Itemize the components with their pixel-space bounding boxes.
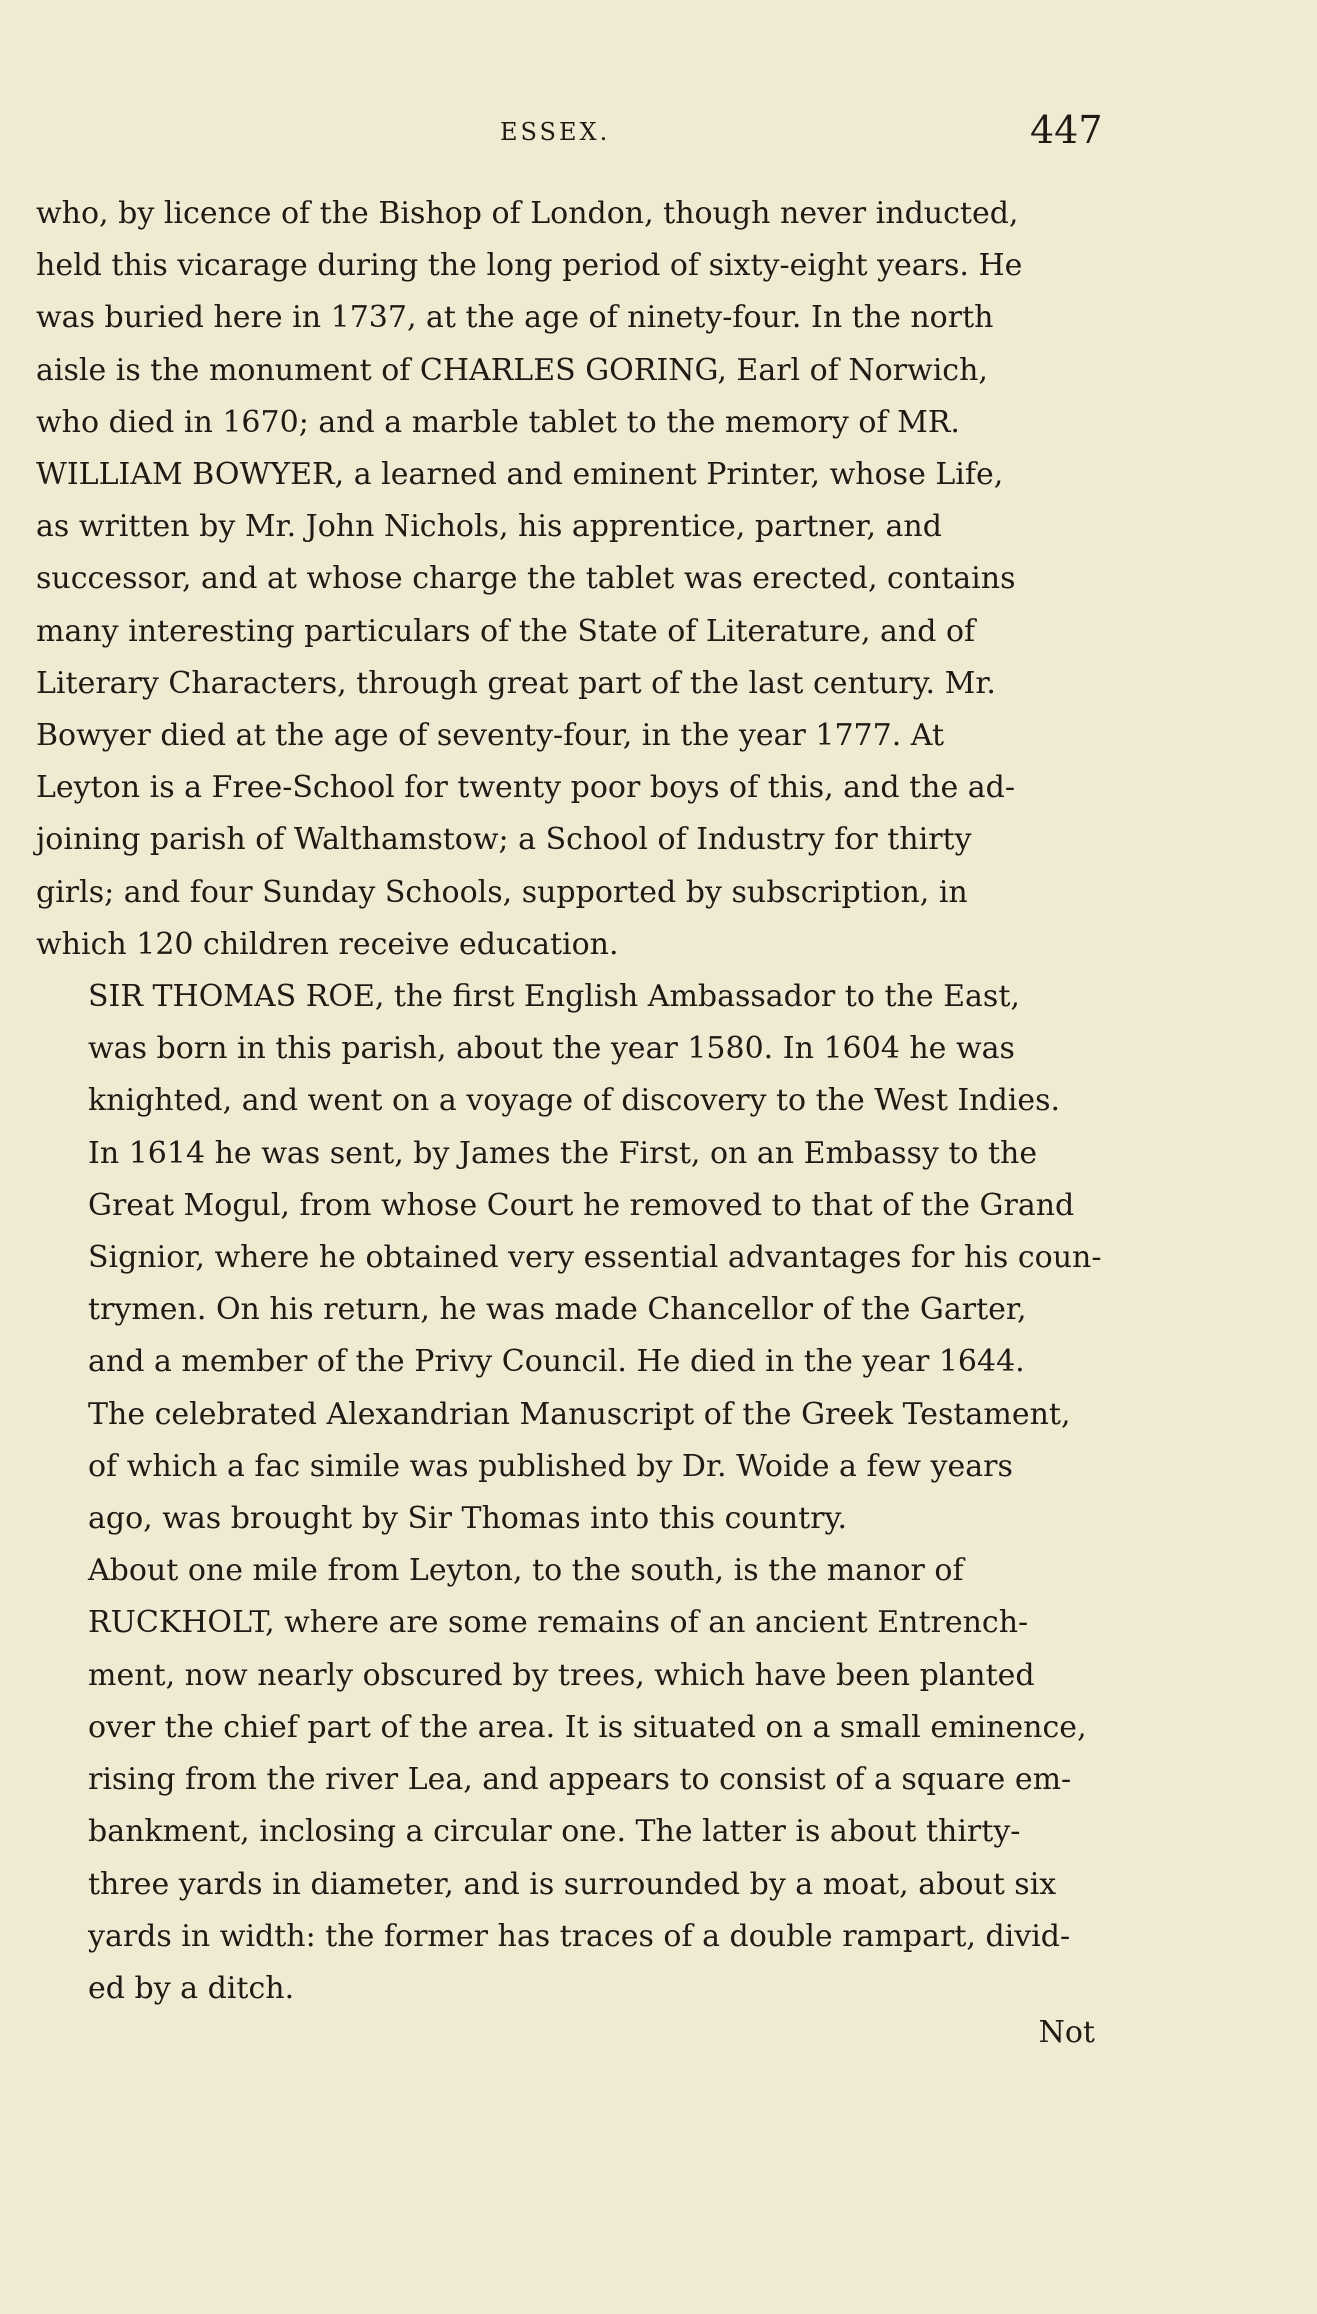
text-line: RUCKHOLT, where are some remains of an ancient Entrench- [88, 1605, 1029, 1641]
text-line: About one mile from Leyton, to the south, is the manor of [88, 1553, 964, 1589]
text-line: WILLIAM BOWYER, a learned and eminent Printer, whose Life, [36, 457, 1004, 493]
paragraph-ruckholt [36, 1545, 1096, 2015]
text-line: SIR THOMAS ROE, the first English Ambassador to the East, [88, 979, 1020, 1015]
text-line: rising from the river Lea, and appears to consist of a square em- [88, 1762, 1072, 1798]
text-line: Signior, where he obtained very essential advantages for his coun- [88, 1240, 1102, 1276]
page-header [0, 108, 1317, 158]
text-line: Literary Characters, through great part of the last century. Mr. [36, 665, 996, 701]
text-line: girls; and four Sunday Schools, supported by subscription, in [36, 874, 968, 910]
text-line: yards in width: the former has traces of a double rampart, divid- [88, 1918, 1071, 1954]
text-line: Great Mogul, from whose Court he removed to that of the Grand [88, 1187, 1075, 1223]
text-line: knighted, and went on a voyage of discovery to the West Indies. [88, 1083, 1061, 1119]
paragraph-bowyer [36, 188, 1096, 971]
text-line: successor, and at whose charge the tablet was erected, contains [36, 561, 1016, 597]
text-line: and a member of the Privy Council. He died in the year 1644. [88, 1344, 1025, 1380]
text-line: aisle is the monument of CHARLES GORING, Earl of Norwich, [36, 352, 988, 388]
text-line: of which a fac simile was published by Dr. Woide a few years [88, 1448, 1013, 1484]
paragraph-roe [36, 971, 1102, 1545]
catchword: Not [1038, 2015, 1095, 2050]
text-line: Leyton is a Free-School for twenty poor boys of this, and the ad- [36, 770, 1015, 806]
text-line: held this vicarage during the long period of sixty-eight years. He [36, 248, 1023, 284]
text-line: In 1614 he was sent, by James the First, on an Embassy to the [88, 1135, 1038, 1171]
text-line: three yards in diameter, and is surrounded by a moat, about six [88, 1866, 1057, 1902]
running-title: ESSEX. [500, 118, 611, 146]
text-line: joining parish of Walthamstow; a School of Industry for thirty [36, 822, 972, 858]
page-number: 447 [1030, 108, 1103, 152]
text-line: trymen. On his return, he was made Chancellor of the Garter, [88, 1292, 1027, 1328]
text-line: The celebrated Alexandrian Manuscript of the Greek Testament, [88, 1396, 1071, 1432]
text-line: ment, now nearly obscured by trees, which have been planted [88, 1657, 1035, 1693]
text-line: who, by licence of the Bishop of London, though never inducted, [36, 196, 1019, 231]
text-line: who died in 1670; and a marble tablet to the memory of MR. [36, 404, 960, 440]
text-line: ago, was brought by Sir Thomas into this country. [88, 1501, 848, 1537]
text-line: as written by Mr. John Nichols, his apprentice, partner, and [36, 509, 942, 545]
text-line: over the chief part of the area. It is situated on a small eminence, [88, 1709, 1087, 1745]
text-line: was buried here in 1737, at the age of ninety-four. In the north [36, 300, 994, 336]
text-line: many interesting particulars of the State of Literature, and of [36, 613, 976, 649]
text-line: was born in this parish, about the year 1580. In 1604 he was [88, 1031, 1015, 1067]
text-line: ed by a ditch. [88, 1970, 295, 2006]
text-line: Bowyer died at the age of seventy-four, in the year 1777. At [36, 718, 944, 754]
text-line: which 120 children receive education. [36, 926, 619, 962]
body-text [36, 188, 1102, 2015]
text-line: bankment, inclosing a circular one. The latter is about thirty- [88, 1814, 1021, 1850]
